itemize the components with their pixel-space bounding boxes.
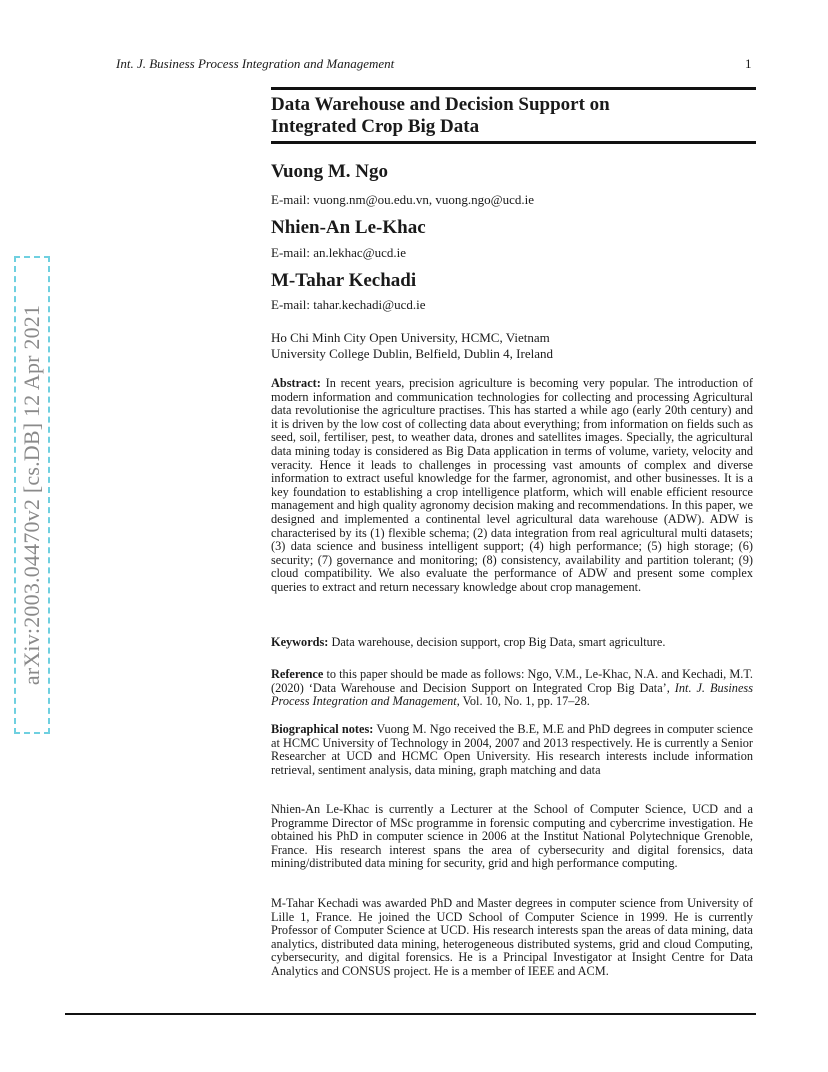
title-line-1: Data Warehouse and Decision Support on	[271, 94, 610, 115]
author-name-1: Vuong M. Ngo	[271, 161, 389, 182]
reference-journal: Int. J. Business Process Integration and Management	[271, 680, 753, 709]
reference-text-1: to this paper should be made as follows: Ngo, V.M., Le-Khac, N.A. and Kechadi, M.T. (2020) ‘Data Warehouse and Decision Support on Integrated Crop Big Data’,	[271, 667, 753, 695]
title-top-rule	[271, 87, 756, 90]
abstract-paragraph	[271, 377, 753, 595]
affiliation-1: Ho Chi Minh City Open University, HCMC, Vietnam	[271, 330, 550, 345]
bio-ngo-text: Vuong M. Ngo received the B.E, M.E and PhD degrees in computer science at HCMC University of Technology in 2004, 2007 and 2013 respectively. He is currently a Senior Researcher at UCD and HCMC Open University. His research interests include information retrieval, sentiment analysis, data mining, graph matching and data	[271, 722, 754, 777]
abstract-text: In recent years, precision agriculture is becoming very popular. The introduction of modern information and communication technologies for collecting and processing Agricultural data revolutionise the agriculture practises. This has started a while ago (early 20th century) and it is driven by the low cost of collecting data about everything; from information on fields such as seed, soil, fertiliser, pest, to weather data, drones and satellites images. Specially, the agricultural data mining today is considered as Big Data application in terms of volume, variety, velocity and veracity. Hence it leads to challenges in processing vast amounts of complex and diverse information to extract useful knowledge for the farmer, agronomist, and other businesses. It is a key foundation to establishing a crop intelligence platform, which will enable efficient resource management and high quality agronomy decision making and recommendations. In this paper, we designed and implemented a continental level agricultural data warehouse (ADW). ADW is characterised by its (1) flexible schema; (2) data integration from real agricultural multi datasets; (3) data science and business intelligent support; (4) high performance; (5) high storage; (6) security; (7) governance and monitoring; (8) consistency, availability and partition tolerant; (9) cloud compatibility. We also evaluate the performance of ADW and present some complex queries to extract and return necessary knowledge about crop management.	[271, 376, 753, 594]
bio-kechadi-paragraph: M-Tahar Kechadi was awarded PhD and Master degrees in computer science from University of Lille 1, France. He joined the UCD School of Computer Science in 1999. He is currently Professor of Computer Science at UCD. His research interests span the areas of data mining, data analytics, distributed data mining, heterogeneous distributed systems, grid and cloud Computing, cybersecurity, and digital forensics. He is a Principal Investigator at Insight Centre for Data Analytics and CONSUS project. He is a member of IEEE and ACM.	[271, 896, 753, 978]
keywords-text: Data warehouse, decision support, crop Big Data, smart agriculture.	[331, 635, 666, 649]
page-number: 1	[745, 56, 752, 71]
title-bottom-rule	[271, 141, 756, 144]
keywords-label: Keywords:	[271, 635, 329, 649]
reference-paragraph	[271, 668, 753, 709]
arxiv-stamp-text[interactable]: arXiv:2003.04470v2 [cs.DB] 12 Apr 2021	[19, 304, 44, 686]
paper-title	[271, 94, 751, 138]
abstract-label: Abstract:	[271, 376, 321, 390]
bio-label: Biographical notes:	[271, 722, 374, 736]
footer-rule	[65, 1013, 756, 1015]
bio-lekhac-paragraph: Nhien-An Le-Khac is currently a Lecturer at the School of Computer Science, UCD and a Programme Director of MSc programme in forensic computing and cybercrime investigation. He obtained his PhD in computer science in 2006 at the Institut National Polytechnique Grenoble, France. His research interest spans the area of cybersecurity and digital forensics, data mining/distributed data mining for security, grid and high performance computing.	[271, 802, 753, 871]
journal-header: Int. J. Business Process Integration and Management	[116, 56, 395, 71]
author-name-3: M-Tahar Kechadi	[271, 270, 417, 291]
author-email-2: E-mail: an.lekhac@ucd.ie	[271, 245, 407, 260]
reference-label: Reference	[271, 667, 324, 681]
author-name-2: Nhien-An Le-Khac	[271, 217, 426, 238]
affiliations	[271, 330, 553, 362]
reference-text-2: , Vol. 10, No. 1, pp. 17–28.	[456, 694, 590, 709]
keywords-paragraph	[271, 636, 753, 650]
bio-ngo-paragraph	[271, 723, 753, 777]
author-email-3: E-mail: tahar.kechadi@ucd.ie	[271, 297, 426, 312]
affiliation-2: University College Dublin, Belfield, Dublin 4, Ireland	[271, 346, 553, 361]
author-email-1: E-mail: vuong.nm@ou.edu.vn, vuong.ngo@ucd.ie	[271, 192, 534, 207]
title-line-2: Integrated Crop Big Data	[271, 116, 480, 137]
